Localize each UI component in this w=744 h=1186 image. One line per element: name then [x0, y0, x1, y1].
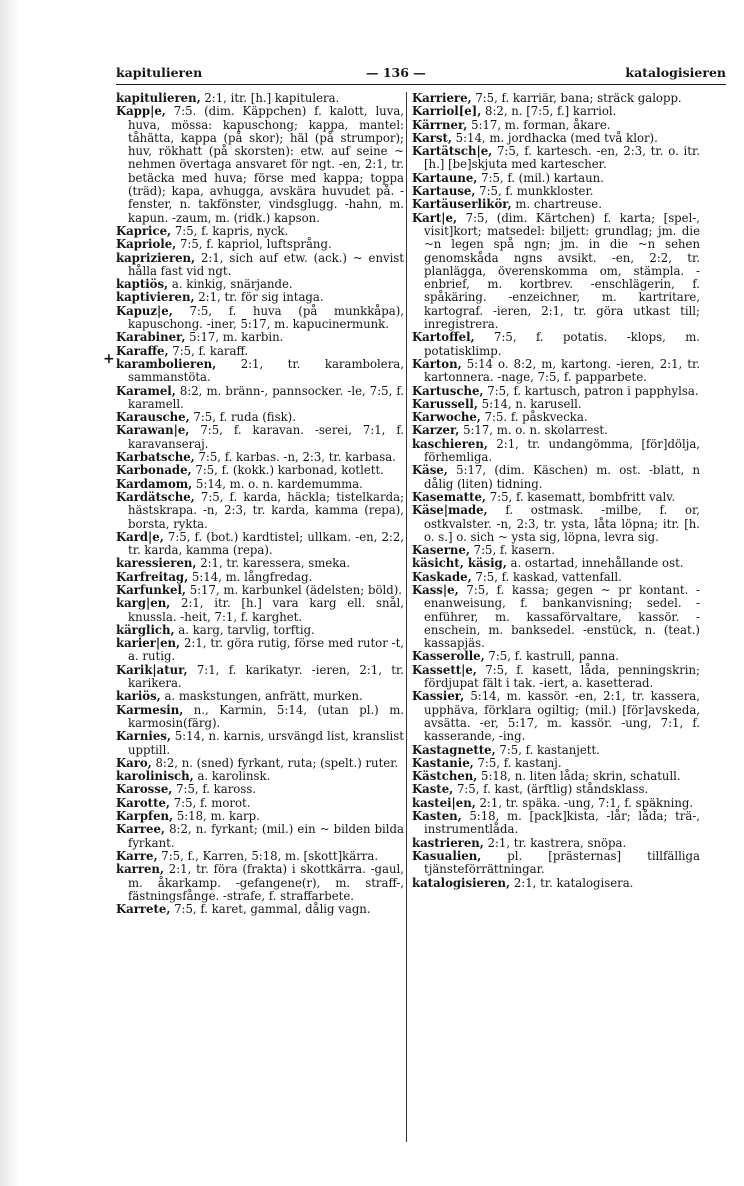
dictionary-entry [412, 385, 700, 398]
entry-definition: 7:5, f. (bot.) kardtistel; ullkam. -en, 2:2, tr. karda, kamma (repa). [128, 529, 404, 558]
entry-definition: 5:14, m. jordhacka (med två klor). [455, 130, 658, 145]
entry-headword: Kartäuserlikör, [412, 197, 512, 212]
entry-definition: 8:2, m. bränn-, pannsocker. -le, 7:5, f. karamell. [128, 383, 404, 411]
dictionary-entry [116, 810, 404, 823]
dictionary-entry [116, 531, 404, 558]
dictionary-entry [412, 797, 700, 810]
header-left-guideword: kapitulieren [116, 65, 203, 80]
entry-definition: 2:1, itr. [h.] vara karg ell. snål, knussla. -heit, 7:1, f. karghet. [128, 596, 404, 624]
entry-headword: Kartause, [412, 184, 476, 199]
entry-definition: 2:1, tr. katalogisera. [513, 875, 634, 890]
dictionary-entry [116, 345, 404, 358]
entry-definition: 7:5, f. ruda (fisk). [193, 410, 296, 425]
dictionary-entry [116, 571, 404, 584]
entry-headword: Kasematte, [412, 489, 486, 504]
entry-headword: Käse|made, [412, 503, 488, 518]
entry-definition: 5:17, m. karbin. [189, 330, 284, 345]
dictionary-entry [116, 491, 404, 531]
entry-definition: 5:18, m. [pack]kista, -lår; låda; trä-, instrumentlåda. [424, 809, 700, 837]
dictionary-entry [116, 823, 404, 850]
entry-headword: kaprizieren, [116, 250, 196, 265]
dictionary-entry [116, 730, 404, 757]
entry-headword: karier|en, [116, 636, 181, 651]
dictionary-entry [412, 650, 700, 663]
entry-headword: Karzer, [412, 423, 460, 438]
dictionary-entry [412, 92, 700, 105]
entry-headword: kaptivieren, [116, 290, 195, 305]
entry-headword: Karfunkel, [116, 582, 186, 597]
entry-headword: karren, [116, 862, 164, 877]
dictionary-entry [116, 584, 404, 597]
dictionary-entry [412, 119, 700, 132]
entry-headword: kastei|en, [412, 795, 476, 810]
dictionary-entry [116, 424, 404, 451]
entry-headword: Karriere, [412, 92, 472, 105]
entry-definition: a. maskstungen, anfrätt, murken. [164, 689, 363, 704]
right-column [412, 92, 700, 1142]
entry-headword: Kassier, [412, 689, 465, 704]
entry-headword: Karmesin, [116, 702, 184, 717]
entry-headword: Kasualien, [412, 848, 482, 863]
entry-headword: Karik|atur, [116, 662, 188, 677]
entry-definition: 7:5, f. kast, (ärftlig) ståndsklass. [456, 782, 649, 797]
entry-definition: 2:1, tr. späka. -ung, 7:1, f. späkning. [479, 795, 694, 810]
entry-headword: Karo, [116, 755, 152, 770]
entry-headword: Karaffe, [116, 343, 169, 358]
dictionary-entry [116, 770, 404, 783]
entry-headword: karolinisch, [116, 769, 194, 784]
dictionary-entry [412, 198, 700, 211]
entry-headword: karessieren, [116, 556, 197, 571]
entry-definition: 2:1, tr. kastrera, snöpa. [487, 835, 627, 850]
entry-definition: 7:5, f. (mil.) kartaun. [481, 170, 604, 185]
entry-headword: Kasten, [412, 809, 462, 824]
entry-headword: Karrete, [116, 902, 171, 917]
column-divider [406, 92, 407, 1142]
entry-definition: 2:1, tr. föra (frakta) i skottkärra. -gaul, m. åkarkamp. -gefangene(r), m. straff-, fästningsfånge. -strafe, f. straffarbete. [128, 862, 404, 903]
page-header [116, 65, 726, 85]
entry-definition: pl. [prästernas] tillfälliga tjänsteförrättningar. [424, 848, 700, 877]
entry-definition: 2:1, itr. [h.] kapitulera. [204, 92, 340, 105]
entry-headword: Karton, [412, 356, 462, 371]
dictionary-entry [412, 424, 700, 437]
dictionary-entry [116, 597, 404, 624]
entry-definition: 7:5, f. kassa; gegen ~ pr kontant. -enanweisung, f. bankanvisning; sedel. -enführer, m. kassaförvaltare, kassör. -enschein, m. banksedel. -enstück, n. (teat.) kassapjäs. [424, 582, 700, 651]
entry-definition: 5:14 o. 8:2, m, kartong. -ieren, 2:1, tr. kartonnera. -nage, 7:5, f. papparbete. [424, 356, 700, 385]
entry-definition: 7:5, f. kartusch, patron i papphylsa. [487, 383, 699, 398]
entry-definition: 7:5, f. kaross. [176, 782, 257, 797]
entry-headword: karg|en, [116, 596, 171, 611]
entry-definition: 7:5, f. morot. [173, 795, 251, 810]
entry-headword: Kass|e, [412, 582, 459, 597]
entry-definition: 5:14, m. kassör. -en, 2:1, tr. kassera, upphäva, förklara ogiltig; (mil.) [för]avskeda, avsätta. -er, 5:17, m. kassör. -ung, 7:1, f. kasserande, -ing. [424, 689, 700, 744]
entry-definition: 2:1, tr. karambolera, sammanstöta. [128, 356, 404, 385]
dictionary-entry [116, 225, 404, 238]
dictionary-entry [116, 850, 404, 863]
entry-definition: 7:5, f. karaff. [172, 343, 249, 358]
dictionary-entry [116, 690, 404, 703]
entry-headword: Karwoche, [412, 410, 481, 425]
entry-headword: Karfreitag, [116, 569, 189, 584]
entry-headword: Kartusche, [412, 383, 484, 398]
entry-headword: käsicht, käsig, [412, 556, 507, 571]
dictionary-entry [412, 557, 700, 570]
entry-definition: 7:5, f. kaskad, vattenfall. [475, 569, 622, 584]
entry-definition: 7:5, (dim. Kärtchen) f. karta; [spel-, visit]kort; matsedel: biljett: grundlag; jm. die ~n legen spå ngn; jm. in die ~n sehen genomskåda ngns avsikt. -en, 2:2, tr. planlägga, överenskomma om, stämpla. -enbrief, m. kortbrev. -enschlägerin, f. spåkäring. -enzeichner, m. kartritare, kartograf. -ieren, 2:1, tr. göra utkast till; inregistrera. [424, 210, 700, 332]
entry-headword: Kapp|e, [116, 104, 166, 119]
dictionary-entry [412, 690, 700, 743]
entry-headword: Karnies, [116, 729, 171, 744]
entry-definition: 2:1, sich auf etw. (ack.) ~ envist hålla fast vid ngt. [128, 250, 404, 278]
entry-headword: katalogisieren, [412, 875, 511, 890]
dictionary-entry [116, 624, 404, 637]
entry-headword: Kardätsche, [116, 489, 195, 504]
dictionary-entry [116, 105, 404, 225]
entry-headword: Karbatsche, [116, 450, 195, 465]
dictionary-entry [116, 238, 404, 251]
left-column [116, 92, 404, 1142]
dictionary-entry [412, 783, 700, 796]
dictionary-entry [412, 464, 700, 491]
entry-definition: 7:5, f., Karren, 5:18, m. [skott]kärra. [161, 848, 379, 863]
dictionary-entry [116, 385, 404, 412]
entry-definition: 7:5, f. karavan. -serei, 7:1, f. karavanseraj. [128, 423, 404, 451]
dictionary-entry [412, 770, 700, 783]
dictionary-entry [412, 145, 700, 172]
page-edge-shadow [0, 0, 20, 1186]
entry-definition: n., Karmin, 5:14, (utan pl.) m. karmosin(färg). [128, 702, 404, 730]
entry-headword: Kaste, [412, 782, 454, 797]
entry-headword: Kard|e, [116, 529, 164, 544]
dictionary-entry [412, 757, 700, 770]
entry-definition: 7:5, f. karriär, bana; sträck galopp. [475, 92, 682, 105]
dictionary-entry [116, 451, 404, 464]
dictionary-entry [116, 863, 404, 903]
entry-definition: 5:17, (dim. Käschen) m. ost. -blatt, n dålig (liten) tidning. [424, 463, 700, 491]
dictionary-entry [412, 331, 700, 358]
entry-headword: Karausche, [116, 410, 190, 425]
entry-headword: kärglich, [116, 622, 175, 637]
entry-definition: 5:14, m. långfredag. [191, 569, 313, 584]
entry-definition: 5:14, n. karusell. [481, 396, 582, 411]
entry-headword: Kasserolle, [412, 649, 485, 664]
entry-headword: Karpfen, [116, 809, 174, 824]
dictionary-entry [412, 105, 700, 118]
entry-definition: 5:14, m. o. n. kardemumma. [195, 476, 363, 491]
entry-headword: karambolieren, [116, 356, 217, 371]
entry-definition: 7:5, f. (kokk.) karbonad, kotlett. [195, 463, 384, 478]
entry-headword: Kartoffel, [412, 330, 475, 345]
entry-headword: Karosse, [116, 782, 173, 797]
entry-definition: f. ostmask. -milbe, f. or, ostkvalster. -n, 2:3, tr. ysta, låta löpna; itr. [h. o. s.] o. sich ~ ysta sig, löpna, levra sig. [424, 503, 700, 544]
entry-definition: 7:5. (dim. Käppchen) f. kalott, luva, huva, mössa: kapuschong; kappa, mantel: tåhätta, kappa (på skor); häl (på strumpor); huv, rökhatt (på skorsten): etw. auf seine ~ nehmen övertaga ansvaret för ngt. -en, 2:1, tr. betäcka med huva; förse med kappa; toppa (träd); kapa, avhugga, avskära huvudet på. -fenster, n. takfönster, vindsglugg. -hahn, m. kapun. -zaum, m. (ridk.) kapson. [128, 104, 404, 225]
entry-definition: 7:5, f. potatis. -klops, m. potatisklimp. [424, 330, 700, 358]
page-number: — 136 — [366, 65, 426, 80]
dictionary-entry [116, 291, 404, 304]
entry-headword: Karst, [412, 130, 452, 145]
entry-headword: Karamel, [116, 383, 176, 398]
entry-definition: 7:5, f. kastanj. [477, 755, 562, 770]
dictionary-entry [116, 252, 404, 279]
entry-definition: 7:5, f. karet, gammal, dålig vagn. [174, 902, 371, 917]
entry-definition: 2:1, tr. göra rutig, förse med rutor -t, a. rutig. [128, 636, 404, 664]
entry-definition: 7:1, f. karikatyr. -ieren, 2:1, tr. karikera. [128, 662, 404, 691]
entry-headword: kapitulieren, [116, 92, 201, 105]
entry-definition: 7:5, f. huva (på munkkåpa), kapuschong. -iner, 5:17, m. kapucinermunk. [128, 303, 404, 332]
entry-definition: 8:2, n. (sned) fyrkant, ruta; (spelt.) ruter. [155, 755, 399, 770]
dictionary-entry [412, 837, 700, 850]
entry-definition: 7:5, f. kapris, nyck. [174, 223, 289, 238]
entry-headword: Karabiner, [116, 330, 186, 345]
dictionary-entry [116, 278, 404, 291]
dictionary-entry [412, 491, 700, 504]
entry-headword: Karotte, [116, 795, 170, 810]
entry-definition: 5:17, m. o. n. skolarrest. [463, 423, 608, 438]
entry-headword: Kardamom, [116, 476, 193, 491]
dictionary-entry [412, 850, 700, 877]
entry-definition: 7:5, f. kapriol, luftsprång. [179, 237, 332, 252]
entry-definition: 7:5, f. kasern. [473, 543, 556, 558]
margin-plus-mark: + [103, 351, 115, 367]
dictionary-entry [412, 185, 700, 198]
dictionary-entry [116, 478, 404, 491]
dictionary-entry [412, 877, 700, 890]
entry-definition: 5:18, m. karp. [176, 809, 260, 824]
dictionary-entry [116, 704, 404, 731]
entry-headword: Kapuz|e, [116, 303, 173, 318]
dictionary-entry [116, 464, 404, 477]
entry-headword: kaptiös, [116, 277, 169, 292]
entry-headword: Kartaune, [412, 170, 478, 185]
dictionary-entry [116, 358, 404, 385]
dictionary-entry [116, 903, 404, 916]
entry-headword: Kästchen, [412, 769, 478, 784]
entry-definition: 7:5, f. kastanjett. [499, 742, 600, 757]
dictionary-entry [412, 744, 700, 757]
dictionary-entry [412, 358, 700, 385]
dictionary-entry [412, 504, 700, 544]
entry-definition: 8:2, n. fyrkant; (mil.) ein ~ bilden bilda fyrkant. [128, 822, 404, 850]
entry-headword: Kaserne, [412, 543, 470, 558]
entry-headword: Kassett|e, [412, 662, 477, 677]
dictionary-entry [412, 398, 700, 411]
dictionary-entry [116, 411, 404, 424]
entry-headword: kariös, [116, 689, 161, 704]
entry-definition: 5:14, n. karnis, ursvängd list, kranslist upptill. [128, 729, 404, 757]
dictionary-entry [412, 212, 700, 332]
entry-definition: 7:5, f. kastrull, panna. [488, 649, 619, 664]
entry-headword: Karussell, [412, 396, 478, 411]
entry-headword: Karawan|e, [116, 423, 190, 438]
entry-definition: a. kinkig, snärjande. [171, 277, 293, 292]
entry-headword: Kastanie, [412, 755, 474, 770]
entry-definition: a. karolinsk. [197, 769, 271, 784]
entry-definition: 7:5, f. munkkloster. [479, 184, 594, 199]
entry-headword: Karriol[e], [412, 104, 482, 119]
entry-definition: 7:5. f. påskvecka. [484, 410, 588, 425]
dictionary-entry [116, 331, 404, 344]
dictionary-entry [412, 571, 700, 584]
entry-definition: 8:2, n. [7:5, f.] karriol. [485, 104, 617, 119]
entry-headword: Kaprice, [116, 223, 172, 238]
entry-headword: Karre, [116, 848, 158, 863]
entry-definition: 7:5, f. kasematt, bombfritt valv. [489, 489, 676, 504]
entry-definition: 2:1, tr. undangömma, [för]dölja, förhemliga. [424, 436, 700, 465]
dictionary-entry [412, 411, 700, 424]
entry-headword: kaschieren, [412, 436, 488, 451]
dictionary-entry [116, 92, 404, 105]
entry-headword: Kart|e, [412, 210, 458, 225]
dictionary-entry [116, 757, 404, 770]
dictionary-entry [116, 797, 404, 810]
header-right-guideword: katalogisieren [625, 65, 726, 80]
dictionary-entry [412, 584, 700, 650]
dictionary-entry [412, 132, 700, 145]
entry-definition: 5:17, m. karbunkel (ädelsten; böld). [189, 582, 402, 597]
dictionary-entry [412, 172, 700, 185]
dictionary-entry [116, 557, 404, 570]
entry-headword: Karbonade, [116, 463, 192, 478]
entry-headword: Käse, [412, 463, 448, 478]
dictionary-entry [412, 438, 700, 465]
entry-headword: Kapriole, [116, 237, 177, 252]
entry-headword: Kaskade, [412, 569, 472, 584]
entry-definition: a. karg, tarvlig, torftig. [178, 622, 315, 637]
dictionary-entry [412, 544, 700, 557]
entry-definition: 5:18, n. liten låda; skrin, schatull. [481, 769, 681, 784]
entry-definition: 2:1, tr. karessera, smeka. [200, 556, 351, 571]
entry-definition: 7:5, f. karbas. -n, 2:3, tr. karbasa. [198, 450, 396, 465]
entry-definition: m. chartreuse. [515, 197, 602, 212]
dictionary-entry [412, 810, 700, 837]
entry-headword: Kastagnette, [412, 742, 496, 757]
dictionary-entry [116, 637, 404, 664]
entry-headword: Kärrner, [412, 117, 468, 132]
entry-definition: 7:5, f. kasett, låda, penningskrin; fördjupat fält i tak. -iert, a. kasetterad. [424, 662, 700, 691]
entry-definition: 5:17, m. forman, åkare. [471, 117, 611, 132]
entry-definition: 2:1, tr. för sig intaga. [198, 290, 324, 305]
dictionary-entry [412, 664, 700, 691]
entry-definition: a. ostartad, innehållande ost. [510, 556, 684, 571]
dictionary-entry [116, 305, 404, 332]
entry-headword: Karree, [116, 822, 165, 837]
dictionary-entry [116, 783, 404, 796]
entry-definition: 7:5, f. kartesch. -en, 2:3, tr. o. itr. [h.] [be]skjuta med kartescher. [424, 144, 700, 172]
header-rule [116, 84, 726, 85]
entry-headword: Kartätsch|e, [412, 144, 493, 159]
dictionary-entry [116, 664, 404, 691]
entry-definition: 7:5, f. karda, häckla; tistelkarda; hästskrapa. -n, 2:3, tr. karda, kamma (repa), borsta, rykta. [128, 489, 404, 531]
entry-headword: kastrieren, [412, 835, 484, 850]
